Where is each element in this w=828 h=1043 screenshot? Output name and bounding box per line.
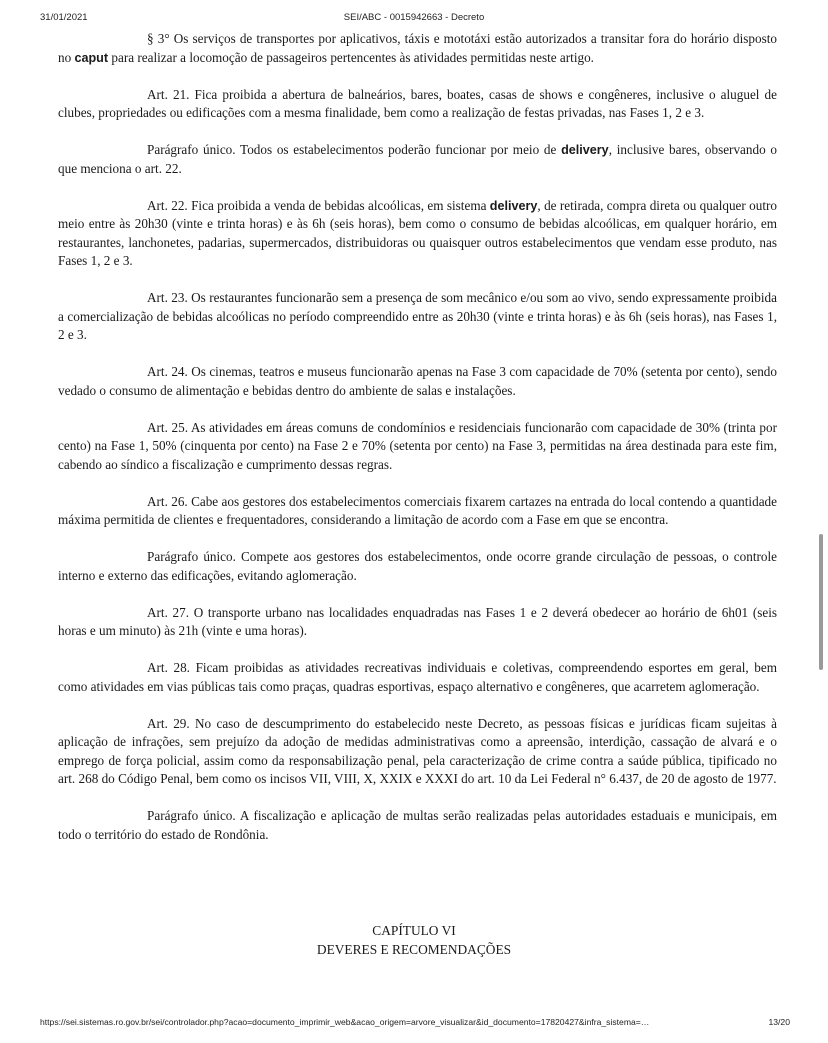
paragraph-art22: Art. 22. Fica proibida a venda de bebidas alcoólicas, em sistema delivery, de retirada, compra direta ou qualquer outro meio entre às 20h30 (vinte e trinta horas) e às 6h (seis horas), bem como o consumo de bebidas alcoólicas, em qualquer horário, em restaurantes, lanchonetes, padarias, supermercados, distribuidoras ou quaisquer outros estabelecimentos que vendam esse produto, nas Fases 1, 2 e 3. <box>58 197 777 268</box>
paragraph-art29: Art. 29. No caso de descumprimento do estabelecido neste Decreto, as pessoas físicas e jurídicas ficam sujeitas à aplicação de infrações, sem prejuízo da adoção de medidas administrativas como a apreensão, interdição, cassação de alvará e o emprego de força policial, assim como da responsabilização penal, pela caracterização de crime contra a saúde pública, tipificado no art. 268 do Código Penal, bem como os incisos VII, VIII, X, XXIX e XXXI do art. 10 da Lei Federal n° 6.437, de 20 de agosto de 1977. <box>58 715 777 786</box>
chapter-heading <box>58 922 770 959</box>
source-url: https://sei.sistemas.ro.gov.br/sei/controlador.php?acao=documento_imprimir_web&acao_origem=arvore_visualizar&id_documento=17820427&infra_sistema=… <box>40 1017 650 1027</box>
paragraph-art26: Art. 26. Cabe aos gestores dos estabelecimentos comerciais fixarem cartazes na entrada do local contendo a quantidade máxima permitida de clientes e frequentadores, considerando a limitação de acordo com a Fase em que se encontra. <box>58 493 777 527</box>
chapter-number: CAPÍTULO VI <box>372 923 456 938</box>
chapter-title: DEVERES E RECOMENDAÇÕES <box>316 941 512 957</box>
document-reference: SEI/ABC - 0015942663 - Decreto <box>343 12 485 23</box>
paragraph-art21: Art. 21. Fica proibida a abertura de balneários, bares, boates, casas de shows e congêneres, inclusive o aluguel de clubes, propriedades ou edificações com a mesma finalidade, bem como a realização de festas privadas, nas Fases 1, 2 e 3. <box>58 86 777 120</box>
paragraph-art27: Art. 27. O transporte urbano nas localidades enquadradas nas Fases 1 e 2 deverá obedecer ao horário de 6h01 (seis horas e um minuto) às 21h (vinte e uma horas). <box>58 604 777 638</box>
paragraph-art28: Art. 28. Ficam proibidas as atividades recreativas individuais e coletivas, compreendendo esportes em geral, bem como atividades em vias públicas tais como praças, quadras esportivas, espaço alternativo e congêneres, que acarretem aglomeração. <box>58 660 777 694</box>
paragraph-art21-sole: Parágrafo único. Todos os estabelecimentos poderão funcionar por meio de delivery, inclusive bares, observando o que menciona o art. 22. <box>58 142 777 176</box>
paragraph-art25: Art. 25. As atividades em áreas comuns de condomínios e residenciais funcionarão com capacidade de 30% (trinta por cento) na Fase 1, 50% (cinquenta por cento) na Fase 2 e 70% (setenta por cento) na Fase 3, permitidas na área destinada para este fim, cabendo ao síndico a fiscalização e cumprimento dessas regras. <box>58 419 777 472</box>
print-header <box>40 12 788 26</box>
page-number: 13/20 <box>768 1017 790 1027</box>
document-body <box>58 30 777 863</box>
paragraph-art24: Art. 24. Os cinemas, teatros e museus funcionarão apenas na Fase 3 com capacidade de 70% (setenta por cento), sendo vedado o consumo de alimentação e bebidas dentro do ambiente de salas e instalações. <box>58 364 777 398</box>
paragraph-art29-sole: Parágrafo único. A fiscalização e aplicação de multas serão realizadas pelas autoridades estaduais e municipais, em todo o território do estado de Rondônia. <box>58 808 777 842</box>
paragraph-art26-sole: Parágrafo único. Compete aos gestores dos estabelecimentos, onde ocorre grande circulação de pessoas, o controle interno e externo das edificações, evitando aglomeração. <box>58 549 777 583</box>
print-footer <box>40 1017 790 1031</box>
scrollbar-thumb[interactable] <box>819 534 823 670</box>
paragraph-art23: Art. 23. Os restaurantes funcionarão sem a presença de som mecânico e/ou som ao vivo, sendo expressamente proibida a comercialização de bebidas alcoólicas no período compreendido entre as 20h30 (vinte e trinta horas) e às 6h (seis horas), nas Fases 1, 2 e 3. <box>58 290 777 342</box>
print-date: 31/01/2021 <box>40 12 88 23</box>
paragraph-art20-par3: § 3° Os serviços de transportes por aplicativos, táxis e mototáxi estão autorizados a transitar fora do horário disposto no caput para realizar a locomoção de passageiros pertencentes às atividades permitidas neste artigo. <box>58 31 777 65</box>
